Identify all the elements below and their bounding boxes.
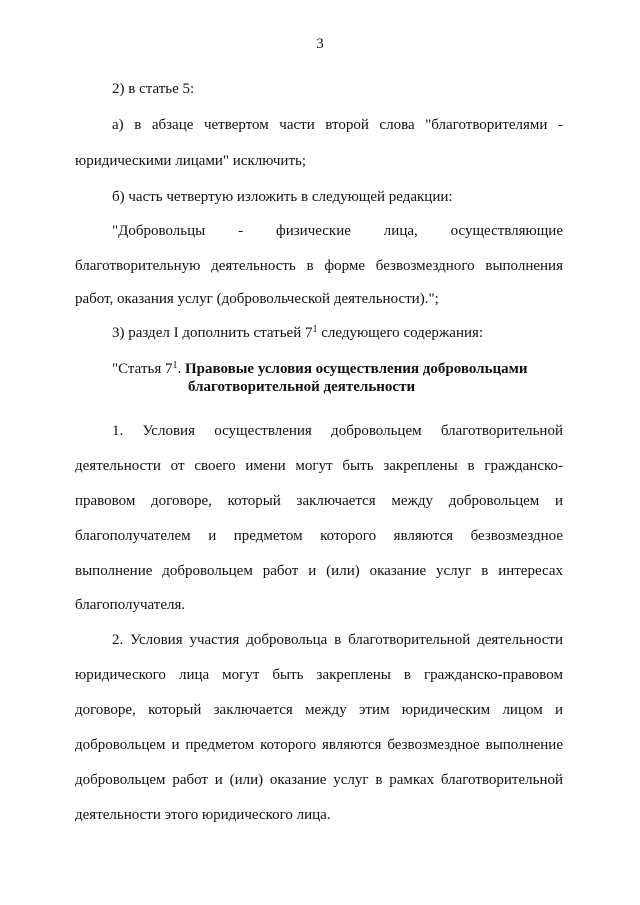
paragraph-1-line: благополучателя. — [75, 597, 186, 613]
paragraph-2-line: 2. Условия участия добровольца в благотворительной деятельности — [112, 632, 563, 648]
paragraph-1-line: благополучателем и предметом которого являются безвозмездное — [75, 528, 563, 544]
page-number: 3 — [316, 36, 324, 52]
paragraph-2-line: деятельности этого юридического лица. — [75, 807, 331, 823]
paragraph-2-line: добровольцем работ и (или) оказание услуг в рамках благотворительной — [75, 772, 563, 788]
article-prefix: "Статья 7 — [112, 361, 173, 377]
paragraph-2-line: юридического лица могут быть закреплены в гражданско-правовом — [75, 667, 563, 683]
item-a-line-2: юридическими лицами" исключить; — [75, 153, 307, 169]
item-3-text: 3) раздел I дополнить статьей 7 — [112, 325, 313, 341]
article-dot: . — [177, 361, 182, 377]
item-3-superscript: 1 — [312, 324, 318, 335]
article-heading-line-1 — [112, 359, 528, 379]
paragraph-2-line: договоре, который заключается между этим юридическим лицом и — [75, 702, 563, 718]
paragraph-1-line: деятельности от своего имени могут быть закреплены в гражданско- — [75, 458, 563, 474]
item-3-text-end: следующего содержания: — [317, 325, 484, 341]
paragraph-1-line: выполнение добровольцем работ и (или) оказание услуг в интересах — [75, 563, 563, 579]
article-superscript: 1 — [172, 360, 178, 371]
item-b: б) часть четвертую изложить в следующей редакции: — [112, 189, 453, 205]
paragraph-2-line: добровольцем и предметом которого являются безвозмездное выполнение — [75, 737, 563, 753]
article-title-1: Правовые условия осуществления добровольцами — [184, 361, 528, 377]
article-title-2: благотворительной деятельности — [188, 379, 416, 395]
item-a-line-1: а) в абзаце четвертом части второй слова "благотворителями - — [112, 117, 563, 133]
quote-line-1: "Добровольцы - физические лица, осуществляющие — [112, 223, 563, 239]
paragraph-1-line: правовом договоре, который заключается между добровольцем и — [75, 493, 563, 509]
quote-line-3: работ, оказания услуг (добровольческой деятельности)."; — [75, 291, 439, 307]
item-3 — [112, 323, 563, 343]
quote-line-2: благотворительную деятельность в форме безвозмездного выполнения — [75, 258, 563, 274]
item-2-article-5: 2) в статье 5: — [112, 81, 195, 97]
paragraph-1-line: 1. Условия осуществления добровольцем благотворительной — [112, 423, 563, 439]
